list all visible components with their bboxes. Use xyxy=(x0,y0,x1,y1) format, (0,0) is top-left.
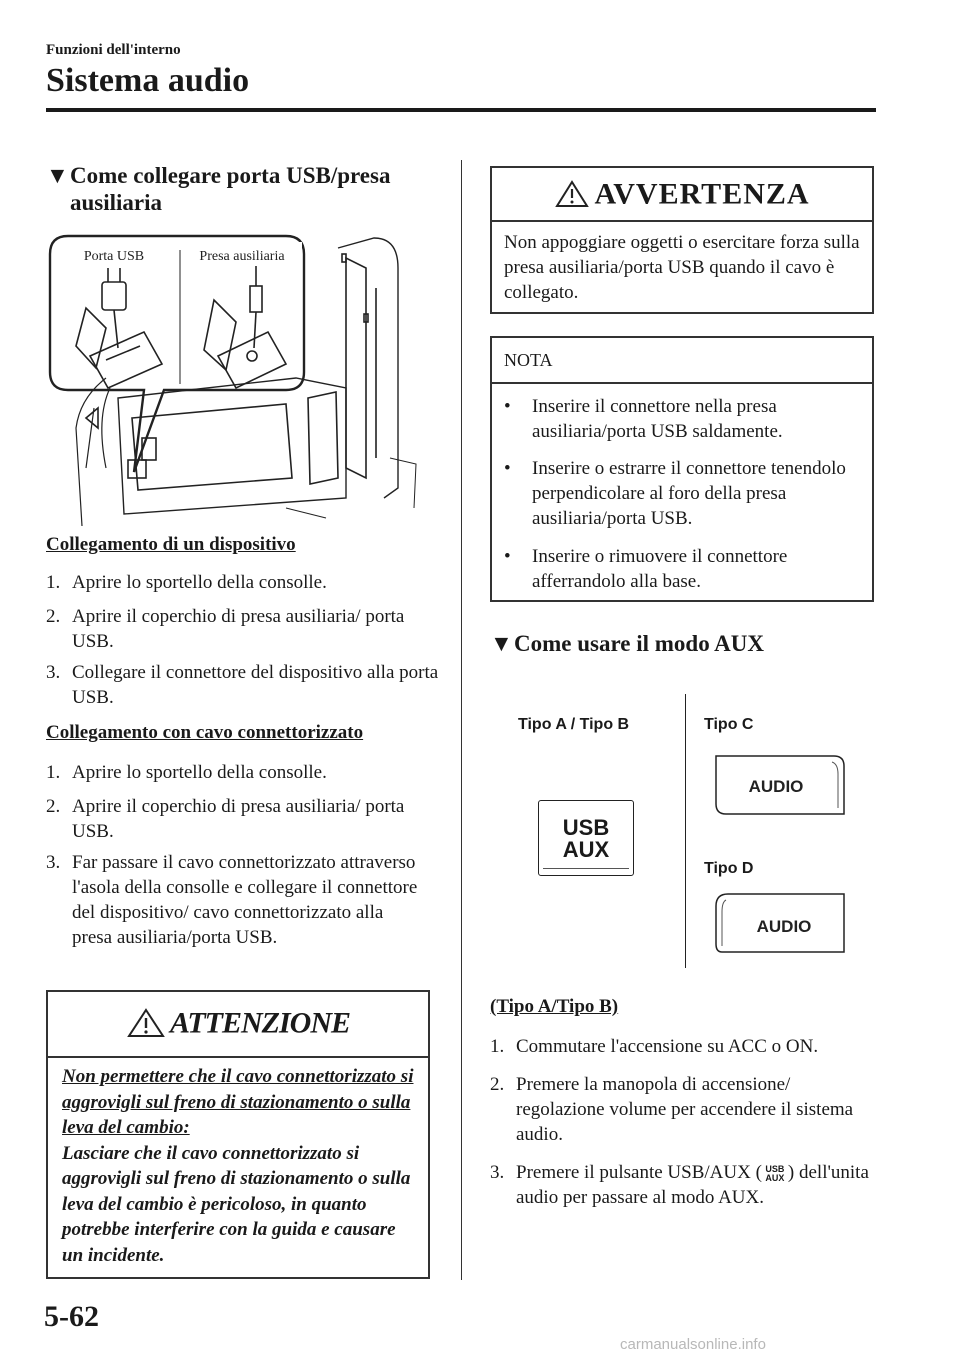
column-divider xyxy=(461,160,462,1280)
svg-text:AUDIO: AUDIO xyxy=(748,777,804,796)
warning-header xyxy=(492,168,872,222)
svg-text:AUDIO: AUDIO xyxy=(756,917,812,936)
note-box xyxy=(490,336,874,602)
warning-box xyxy=(490,166,874,314)
heading-usb-aux: ▼Come collegare porta USB/presa ausiliaria xyxy=(46,163,391,215)
label-aux-socket: Presa ausiliaria xyxy=(199,249,285,264)
triangle-down-icon: ▼ xyxy=(46,163,69,188)
subheading-device: Collegamento di un dispositivo xyxy=(46,534,296,555)
page-number: 5-62 xyxy=(44,1300,99,1333)
section-label: Funzioni dell'interno xyxy=(46,42,181,58)
attention-underlined: Non permettere che il cavo connettorizzato si aggrovigli sul freno di stazionamento o sulla leva del cambio: xyxy=(62,1066,414,1138)
warning-triangle-icon xyxy=(126,1007,166,1039)
step: 2. Premere la manopola di accensione/ regolazione volume per accendere il sistema audio. xyxy=(490,1074,854,1145)
step: 1. Aprire lo sportello della consolle. xyxy=(46,572,327,593)
note-item: • Inserire o rimuovere il connettore afferrandolo alla base. xyxy=(504,546,788,592)
step: 1. Aprire lo sportello della consolle. xyxy=(46,762,327,783)
usb-aux-inline-icon: USB AUX xyxy=(765,1163,785,1183)
attention-header xyxy=(48,992,428,1058)
step: 2. Aprire il coperchio di presa ausiliaria/ porta USB. xyxy=(46,796,405,842)
step: 3. Premere il pulsante USB/AUX ( USB AUX ) dell'unita audio per passare al modo AUX. xyxy=(490,1162,869,1208)
usb-text: USB xyxy=(562,815,610,840)
note-title: NOTA xyxy=(492,338,872,384)
watermark: carmanualsonline.info xyxy=(620,1336,766,1353)
page-title: Sistema audio xyxy=(46,62,250,99)
step: 2. Aprire il coperchio di presa ausiliaria/ porta USB. xyxy=(46,606,405,652)
console-illustration xyxy=(46,228,436,526)
step: 3. Far passare il cavo connettorizzato attraverso l'asola della consolle e collegare il connettore del dispositivo/ cavo connettorizzato alla presa ausiliaria/porta USB. xyxy=(46,852,418,948)
step: 3. Collegare il connettore del dispositivo alla porta USB. xyxy=(46,662,439,708)
triangle-down-icon: ▼ xyxy=(490,631,513,656)
warning-title: AVVERTENZA xyxy=(594,177,810,211)
aux-text: AUX xyxy=(562,837,610,862)
type-c-label: Tipo C xyxy=(704,716,754,733)
subheading-cable: Collegamento con cavo connettorizzato xyxy=(46,722,364,743)
usb-aux-button[interactable] xyxy=(538,800,634,876)
types-divider xyxy=(685,694,686,968)
step: 1. Commutare l'accensione su ACC o ON. xyxy=(490,1036,819,1057)
warning-body: Non appoggiare oggetti o esercitare forza sulla presa ausiliaria/porta USB quando il cavo è collegato. xyxy=(504,232,860,303)
header-rule xyxy=(46,108,876,112)
label-usb-port: Porta USB xyxy=(83,249,145,264)
audio-button-type-d[interactable] xyxy=(712,890,848,956)
warning-triangle-icon xyxy=(554,179,590,209)
subheading-type-ab: (Tipo A/Tipo B) xyxy=(490,996,619,1017)
type-d-label: Tipo D xyxy=(704,860,754,877)
note-item: • Inserire il connettore nella presa ausiliaria/porta USB saldamente. xyxy=(504,396,783,442)
attention-title: ATTENZIONE xyxy=(169,1006,351,1040)
audio-button-type-c[interactable] xyxy=(712,752,848,818)
heading-aux-mode: ▼Come usare il modo AUX xyxy=(490,631,765,656)
type-ab-label: Tipo A / Tipo B xyxy=(518,716,630,733)
attention-box xyxy=(46,990,430,1279)
note-item: • Inserire o estrarre il connettore tenendolo perpendicolare al foro della presa ausiliaria/porta USB. xyxy=(504,458,846,529)
attention-body: Lasciare che il cavo connettorizzato si aggrovigli sul freno di stazionamento o sulla leva del cambio è pericoloso, in quanto potrebbe interferire con la guida e causare un incidente. xyxy=(62,1142,411,1266)
